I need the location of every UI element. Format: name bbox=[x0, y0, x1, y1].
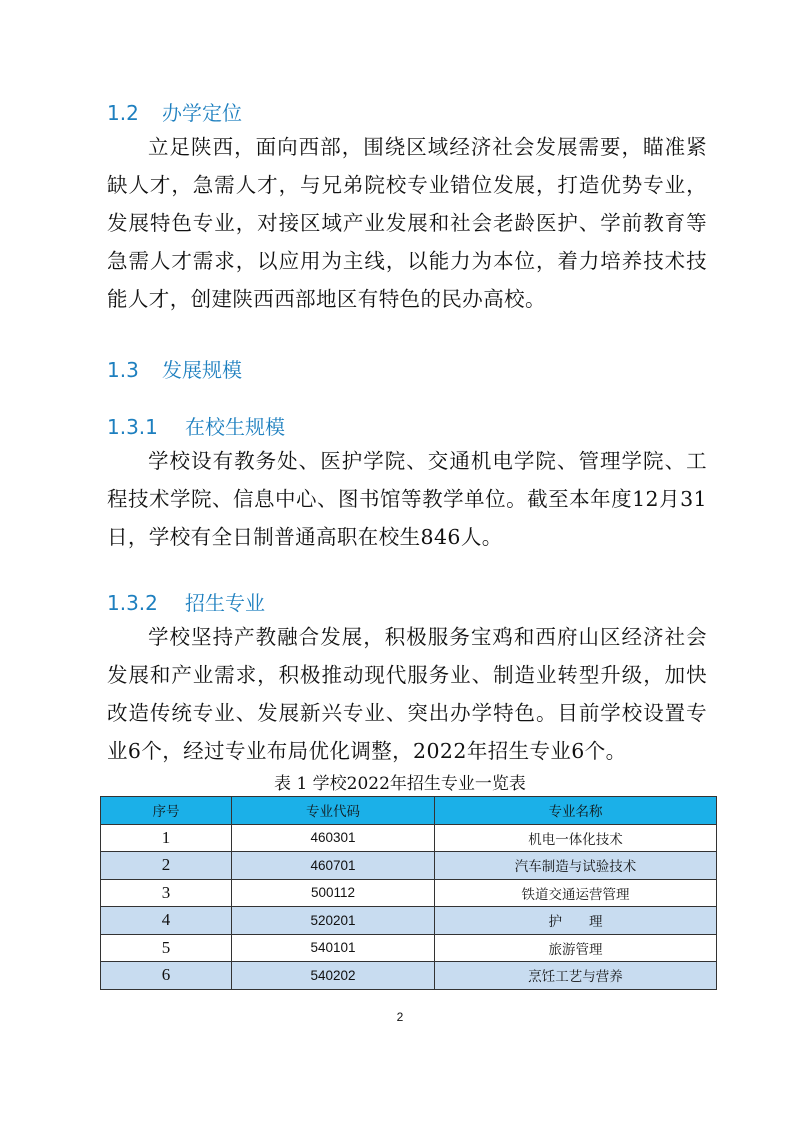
section-title: 发展规模 bbox=[162, 358, 242, 382]
majors-table bbox=[100, 796, 717, 990]
paragraph-enrollment-scale: 学校设有教务处、医护学院、交通机电学院、管理学院、工程技术学院、信息中心、图书馆等教学单位。截至本年度12月31日，学校有全日制普通高职在校生846人。 bbox=[107, 449, 707, 549]
paragraph-positioning: 立足陕西，面向西部，围绕区域经济社会发展需要，瞄准紧缺人才，急需人才，与兄弟院校专业错位发展，打造优势专业，发展特色专业，对接区域产业发展和社会老龄医护、学前教育等急需人才需求，以应用为主线，以能力为本位，着力培养技术技能人才，创建陕西西部地区有特色的民办高校。 bbox=[107, 135, 707, 311]
section-title: 办学定位 bbox=[162, 101, 242, 125]
table-row bbox=[101, 824, 717, 852]
row-code: 540101 bbox=[232, 934, 435, 962]
section-heading-1-3-2 bbox=[107, 587, 265, 616]
section-number: 1.2 bbox=[107, 101, 139, 125]
row-code: 460301 bbox=[232, 824, 435, 852]
table-header-row bbox=[101, 797, 717, 825]
row-index: 2 bbox=[101, 852, 232, 880]
section-heading-1-3 bbox=[107, 354, 242, 383]
row-name: 护 理 bbox=[435, 907, 717, 935]
section-number: 1.3 bbox=[107, 358, 139, 382]
row-index: 4 bbox=[101, 907, 232, 935]
header-name: 专业名称 bbox=[435, 797, 717, 825]
section-heading-1-2 bbox=[107, 97, 242, 126]
section-title: 在校生规模 bbox=[185, 415, 285, 439]
table-row bbox=[101, 852, 717, 880]
table-row bbox=[101, 907, 717, 935]
table-caption: 表 1 学校2022年招生专业一览表 bbox=[274, 774, 526, 794]
table-row bbox=[101, 934, 717, 962]
paragraph-majors: 学校坚持产教融合发展，积极服务宝鸡和西府山区经济社会发展和产业需求，积极推动现代服务业、制造业转型升级，加快改造传统专业、发展新兴专业、突出办学特色。目前学校设置专业6个，经过专业布局优化调整，2022年招生专业6个。 bbox=[107, 625, 707, 763]
section-title: 招生专业 bbox=[185, 591, 265, 615]
table-row bbox=[101, 962, 717, 990]
row-index: 6 bbox=[101, 962, 232, 990]
row-name: 烹饪工艺与营养 bbox=[435, 962, 717, 990]
section-number: 1.3.1 bbox=[107, 415, 158, 439]
section-heading-1-3-1 bbox=[107, 411, 285, 440]
row-name: 旅游管理 bbox=[435, 934, 717, 962]
row-name: 机电一体化技术 bbox=[435, 824, 717, 852]
section-number: 1.3.2 bbox=[107, 591, 158, 615]
row-index: 1 bbox=[101, 824, 232, 852]
row-code: 520201 bbox=[232, 907, 435, 935]
header-index: 序号 bbox=[101, 797, 232, 825]
table-row bbox=[101, 879, 717, 907]
row-name: 汽车制造与试验技术 bbox=[435, 852, 717, 880]
page-number: 2 bbox=[396, 1010, 404, 1024]
row-index: 5 bbox=[101, 934, 232, 962]
row-code: 540202 bbox=[232, 962, 435, 990]
row-code: 500112 bbox=[232, 879, 435, 907]
row-name: 铁道交通运营管理 bbox=[435, 879, 717, 907]
row-code: 460701 bbox=[232, 852, 435, 880]
row-index: 3 bbox=[101, 879, 232, 907]
header-code: 专业代码 bbox=[232, 797, 435, 825]
